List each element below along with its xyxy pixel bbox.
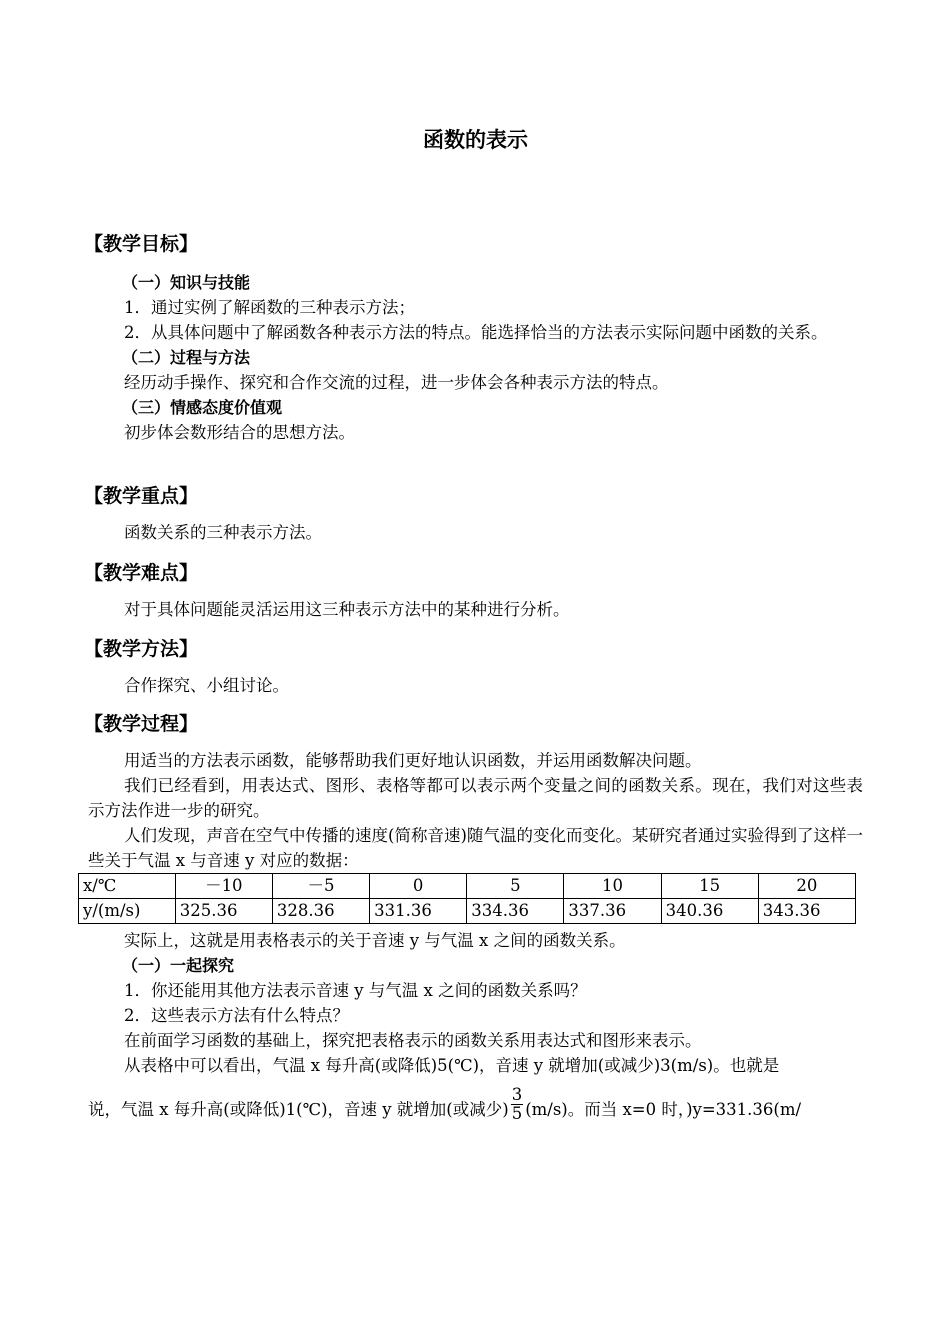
table-cell: 328.36: [272, 899, 369, 924]
process-continued: [88, 928, 863, 1123]
table-cell: 20: [758, 874, 855, 899]
table-cell: 334.36: [467, 899, 564, 924]
objectives-s3-line1: 初步体会数形结合的思想方法。: [124, 423, 355, 442]
table-cell: 10: [564, 874, 661, 899]
objectives-s1-line2: 2．从具体问题中了解函数各种表示方法的特点。能选择恰当的方法表示实际问题中函数的关系。: [124, 323, 828, 342]
fraction: [511, 1086, 524, 1123]
process-p1: 用适当的方法表示函数，能够帮助我们更好地认识函数，并运用函数解决问题。: [124, 751, 702, 770]
objectives-sub1-title: （一）知识与技能: [122, 273, 251, 292]
table-cell: 340.36: [661, 899, 758, 924]
process-section: [84, 710, 863, 873]
table-cell: －10: [175, 874, 272, 899]
objectives-section: [84, 230, 863, 445]
table-cell: 0: [370, 874, 467, 899]
objectives-sub2-title: （二）过程与方法: [122, 348, 251, 367]
focus-heading: 【教学重点】: [84, 485, 199, 507]
objectives-s2-line1: 经历动手操作、探究和合作交流的过程，进一步体会各种表示方法的特点。: [124, 373, 669, 392]
table-cell: 15: [661, 874, 758, 899]
table-cell: 337.36: [564, 899, 661, 924]
process-p7b: (m/s)。而当 x=0 时，)y=331.36(m/: [525, 1100, 802, 1119]
process-p6: 从表格中可以看出，气温 x 每升高(或降低)5(℃)，音速 y 就增加(或减少)3(m/s)。也就是: [124, 1056, 780, 1075]
difficulty-heading: 【教学难点】: [84, 562, 199, 584]
process-p3: 人们发现，声音在空气中传播的速度(简称音速)随气温的变化而变化。某研究者通过实验得到了这样一些关于气温 x 与音速 y 对应的数据：: [88, 826, 863, 870]
question-2: 2．这些表示方法有什么特点？: [124, 1006, 349, 1025]
objectives-sub3-title: （三）情感态度价值观: [122, 398, 283, 417]
process-p4: 实际上，这就是用表格表示的关于音速 y 与气温 x 之间的函数关系。: [124, 931, 626, 950]
explore-subtitle: （一）一起探究: [122, 956, 235, 975]
objectives-heading: 【教学目标】: [84, 233, 199, 255]
table-cell: 343.36: [758, 899, 855, 924]
fraction-denominator: 5: [511, 1104, 523, 1123]
table-row: [79, 899, 856, 924]
table-cell: x/℃: [79, 874, 176, 899]
process-p2: 我们已经看到，用表达式、图形、表格等都可以表示两个变量之间的函数关系。现在，我们对这些表示方法作进一步的研究。: [88, 776, 863, 820]
question-1: 1．你还能用其他方法表示音速 y 与气温 x 之间的函数关系吗？: [124, 981, 587, 1000]
process-heading: 【教学过程】: [84, 713, 199, 735]
table-cell: y/(m/s): [79, 899, 176, 924]
objectives-s1-line1: 1．通过实例了解函数的三种表示方法；: [124, 298, 415, 317]
method-text: 合作探究、小组讨论。: [124, 676, 289, 695]
fraction-numerator: 3: [511, 1085, 523, 1104]
process-p7-line: [88, 1086, 863, 1123]
page-title: 函数的表示: [423, 128, 528, 152]
table-cell: 331.36: [370, 899, 467, 924]
method-section: [84, 635, 863, 698]
data-table: [78, 873, 856, 924]
table-cell: 5: [467, 874, 564, 899]
focus-section: [84, 482, 863, 545]
difficulty-section: [84, 559, 863, 622]
method-heading: 【教学方法】: [84, 638, 199, 660]
process-p5: 在前面学习函数的基础上，探究把表格表示的函数关系用表达式和图形来表示。: [124, 1031, 702, 1050]
table-cell: 325.36: [175, 899, 272, 924]
difficulty-text: 对于具体问题能灵活运用这三种表示方法中的某种进行分析。: [124, 600, 570, 619]
focus-text: 函数关系的三种表示方法。: [124, 523, 322, 542]
table-cell: －5: [272, 874, 369, 899]
process-p7a: 说，气温 x 每升高(或降低)1(℃)，音速 y 就增加(或减少): [88, 1100, 509, 1119]
table-row: [79, 874, 856, 899]
